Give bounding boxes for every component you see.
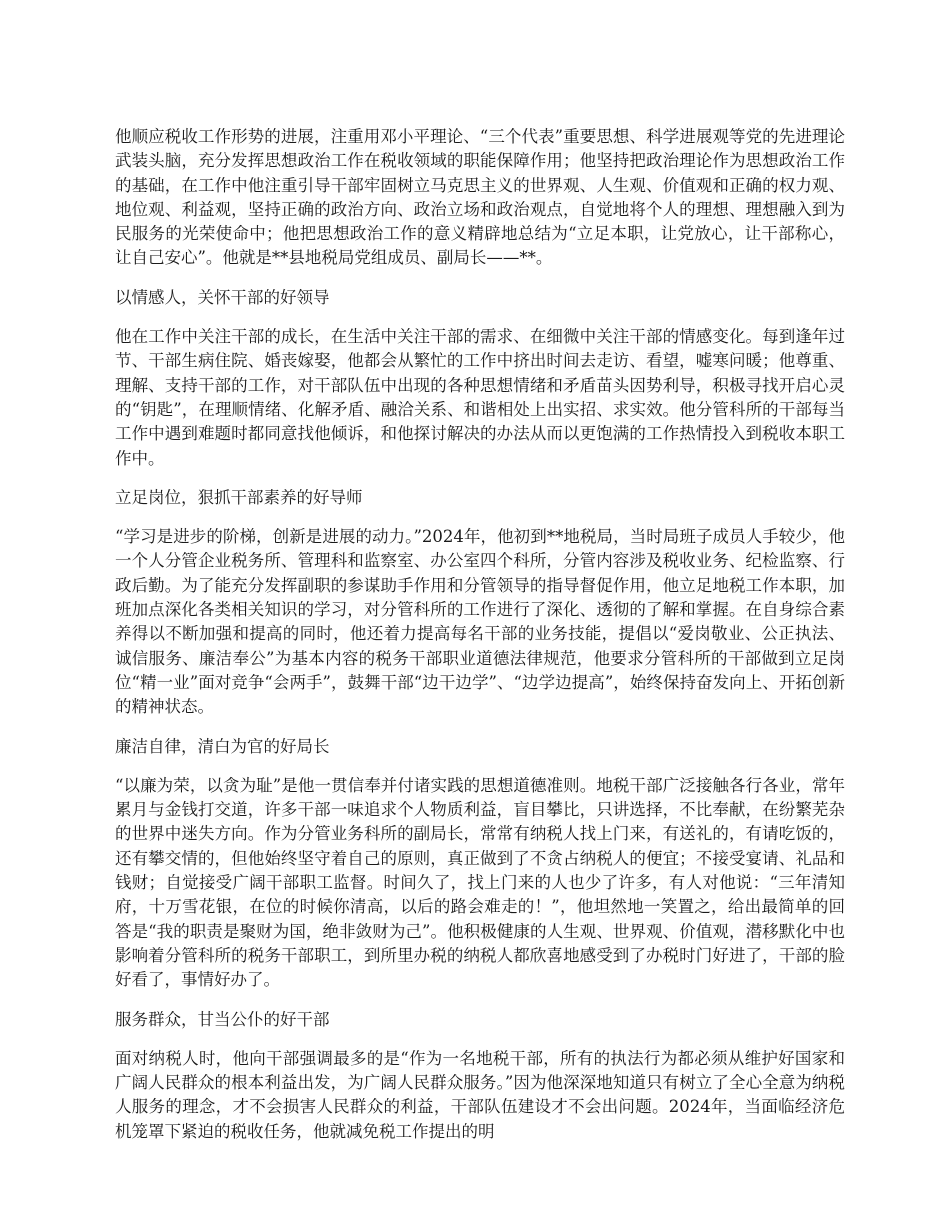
document-body xyxy=(115,125,845,1159)
section-heading-service: 服务群众，甘当公仆的好干部 xyxy=(115,1009,330,1029)
section-heading-integrity: 廉洁自律，清白为官的好局长 xyxy=(115,736,330,756)
paragraph-service: 面对纳税人时，他向干部强调最多的是“作为一名地税干部，所有的执法行为都必须从维护好国家和广阔人民群众的根本利益出发，为广阔人民群众服务。”因为他深深地知道只有树立了全心全意为纳税人服务的理念，才不会损害人民群众的利益，干部队伍建设才不会出问题。2024年，当面临经济危机笼罩下紧迫的税收任务，他就减免税工作提出的明 xyxy=(115,1048,845,1141)
paragraph-care: 他在工作中关注干部的成长，在生活中关注干部的需求、在细微中关注干部的情感变化。每到逢年过节、干部生病住院、婚丧嫁娶，他都会从繁忙的工作中挤出时间去走访、看望，嘘寒问暖；他尊重、理解、支持干部的工作，对干部队伍中出现的各种思想情绪和矛盾苗头因势利导，积极寻找开启心灵的“钥匙”，在理顺情绪、化解矛盾、融洽关系、和谐相处上出实招、求实效。他分管科所的干部每当工作中遇到难题时都同意找他倾诉，和他探讨解决的办法从而以更饱满的工作热情投入到税收本职工作中。 xyxy=(115,327,845,468)
section-heading-care: 以情感人，关怀干部的好领导 xyxy=(115,287,330,307)
section-heading-mentor: 立足岗位，狠抓干部素养的好导师 xyxy=(115,487,363,507)
paragraph-integrity: “以廉为荣，以贪为耻”是他一贯信奉并付诸实践的思想道德准则。地税干部广泛接触各行各业，常年累月与金钱打交道，许多干部一味追求个人物质利益，盲目攀比，只讲选择，不比奉献，在纷繁芜杂的世界中迷失方向。作为分管业务科所的副局长，常常有纳税人找上门来，有送礼的，有请吃饭的，还有攀交情的，但他始终坚守着自己的原则，真正做到了不贪占纳税人的便宜；不接受宴请、礼品和钱财；自觉接受广阔干部职工监督。时间久了，找上门来的人也少了许多，有人对他说：“三年清知府，十万雪花银，在位的时候你清高，以后的路会难走的！”，他坦然地一笑置之，给出最简单的回答是“我的职责是聚财为国，绝非敛财为己”。他积极健康的人生观、世界观、价值观，潜移默化中也影响着分管科所的税务干部职工，到所里办税的纳税人都欣喜地感受到了办税时门好进了，干部的脸好看了，事情好办了。 xyxy=(115,775,845,990)
paragraph-intro: 他顺应税收工作形势的进展，注重用邓小平理论、“三个代表”重要思想、科学进展观等党的先进理论武装头脑，充分发挥思想政治工作在税收领域的职能保障作用；他坚持把政治理论作为思想政治工作的基础，在工作中他注重引导干部牢固树立马克思主义的世界观、人生观、价值观和正确的权力观、地位观、利益观，坚持正确的政治方向、政治立场和政治观点，自觉地将个人的理想、理想融入到为民服务的光荣使命中；他把思想政治工作的意义精辟地总结为“立足本职，让党放心，让干部称心，让自己安心”。他就是**县地税局党组成员、副局长——**。 xyxy=(115,127,845,268)
paragraph-mentor: “学习是进步的阶梯，创新是进展的动力。”2024年，他初到**地税局，当时局班子成员人手较少，他一个人分管企业税务所、管理科和监察室、办公室四个科所，分管内容涉及税收业务、纪检监察、行政后勤。为了能充分发挥副职的参谋助手作用和分管领导的指导督促作用，他立足地税工作本职，加班加点深化各类相关知识的学习，对分管科所的工作进行了深化、透彻的了解和掌握。在自身综合素养得以不断加强和提高的同时，他还着力提高每名干部的业务技能，提倡以“爱岗敬业、公正执法、诚信服务、廉洁奉公”为基本内容的税务干部职业道德法律规范，他要求分管科所的干部做到立足岗位“精一业”面对竞争“会两手”，鼓舞干部“边干边学”、“边学边提高”，始终保持奋发向上、开拓创新的精神状态。 xyxy=(115,527,845,717)
